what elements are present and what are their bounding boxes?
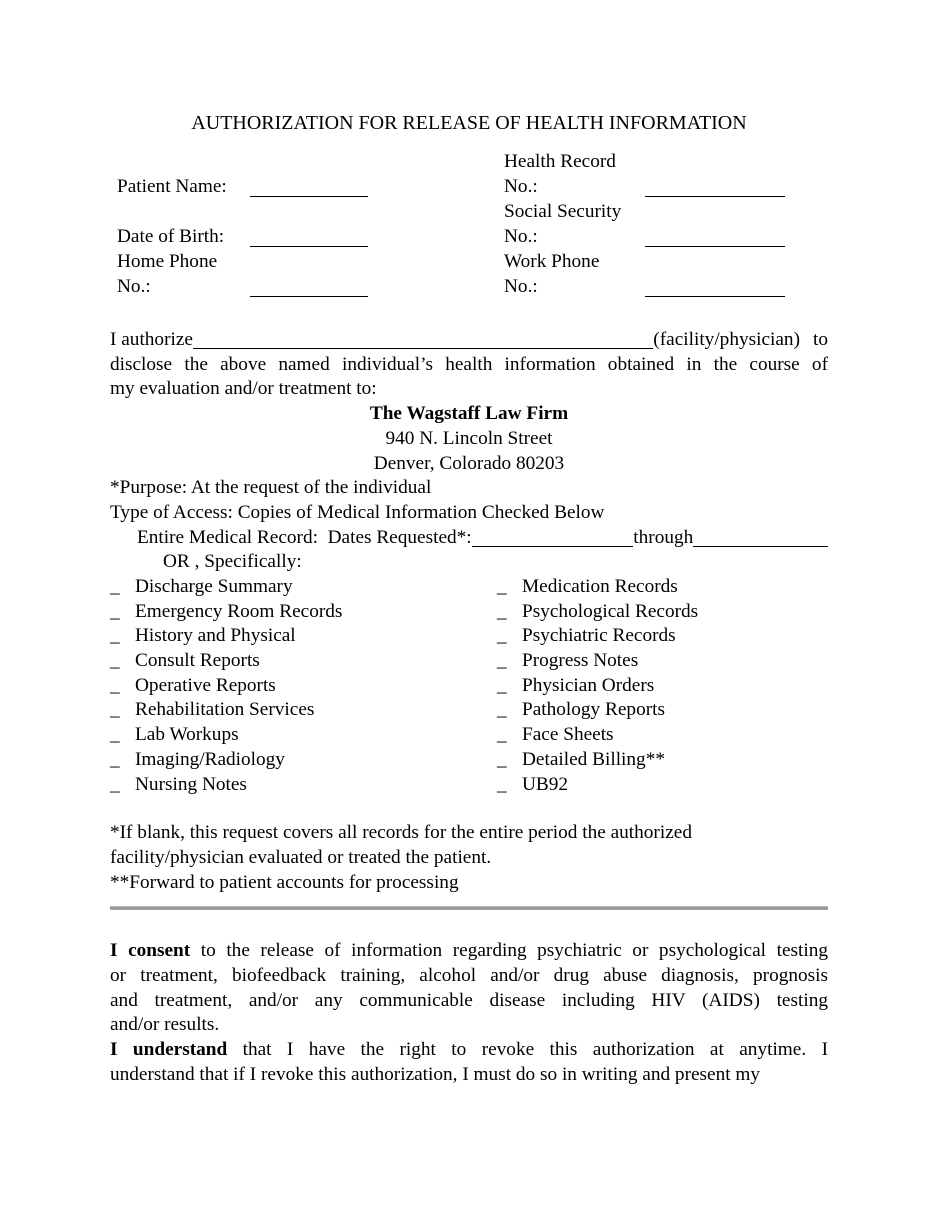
understand-bold-lead: I understand <box>110 1039 228 1061</box>
checkbox-marker[interactable]: _ <box>110 724 120 746</box>
recipient-firm-name: The Wagstaff Law Firm <box>369 403 569 425</box>
checklist-item <box>497 575 828 600</box>
consent-line-text: to the release of information regarding psychiatric or psychological testing <box>190 940 828 962</box>
understand-line-text: that I have the right to revoke this authorization at anytime. I <box>227 1039 828 1061</box>
checklist-item-label: Psychiatric Records <box>522 625 676 647</box>
social-security-no-field[interactable] <box>645 225 785 247</box>
checklist-item-label: Pathology Reports <box>522 699 665 721</box>
checklist-item <box>497 649 828 674</box>
checkbox-marker[interactable]: _ <box>110 773 120 795</box>
checklist-left-column <box>110 575 497 797</box>
checklist-item <box>110 773 497 798</box>
records-checklist <box>110 575 828 797</box>
checkbox-marker[interactable]: _ <box>497 699 507 721</box>
date-of-birth-label: Date of Birth: <box>117 226 225 247</box>
consent-section <box>110 939 828 1087</box>
checkbox-marker[interactable]: _ <box>497 724 507 746</box>
patient-info-row <box>110 250 828 275</box>
checkbox-marker[interactable]: _ <box>497 773 507 795</box>
checkbox-marker[interactable]: _ <box>110 650 120 672</box>
understand-line: understand that if I revoke this authorization, I must do so in writing and present my <box>110 1063 761 1085</box>
work-phone-label: Work Phone <box>504 251 600 272</box>
checklist-item-label: Consult Reports <box>135 650 260 672</box>
checklist-right-column <box>497 575 828 797</box>
patient-info-section <box>110 150 828 300</box>
understand-line <box>110 1038 828 1063</box>
checklist-item <box>110 748 497 773</box>
checkbox-marker[interactable]: _ <box>110 576 120 598</box>
checklist-item-label: Emergency Room Records <box>135 600 343 622</box>
checkbox-marker[interactable]: _ <box>110 625 120 647</box>
checklist-item-label: Rehabilitation Services <box>135 699 315 721</box>
checklist-item-label: Lab Workups <box>135 724 239 746</box>
home-phone-label: Home Phone <box>117 251 218 272</box>
checklist-item-label: Medication Records <box>522 576 678 598</box>
patient-info-row <box>110 175 828 200</box>
checklist-item <box>497 624 828 649</box>
authorize-line: my evaluation and/or treatment to: <box>110 378 377 400</box>
entire-record-row <box>110 526 828 551</box>
patient-info-row <box>110 200 828 225</box>
checklist-item-label: UB92 <box>522 773 569 795</box>
checklist-item <box>497 723 828 748</box>
checklist-item <box>110 600 497 625</box>
health-record-no-label: No.: <box>504 176 538 197</box>
work-phone-no-label: No.: <box>504 276 538 297</box>
footnote-line: facility/physician evaluated or treated the patient. <box>110 846 492 868</box>
type-of-access-line: Type of Access: Copies of Medical Information Checked Below <box>110 501 605 523</box>
recipient-block <box>110 402 828 476</box>
checklist-item-label: Detailed Billing** <box>522 748 665 770</box>
checklist-item-label: Discharge Summary <box>135 576 293 598</box>
checkbox-marker[interactable]: _ <box>110 699 120 721</box>
authorize-line: disclose the above named individual’s health information obtained in the course of <box>110 353 828 375</box>
checklist-item-label: Face Sheets <box>522 724 614 746</box>
patient-info-row <box>110 225 828 250</box>
checklist-item-label: Imaging/Radiology <box>135 748 285 770</box>
footnote-line: **Forward to patient accounts for processing <box>110 871 459 893</box>
checklist-item <box>110 674 497 699</box>
dates-to-field[interactable] <box>693 526 828 547</box>
facility-physician-suffix: (facility/physician) <box>653 329 800 350</box>
patient-info-row <box>110 150 828 175</box>
dates-from-field[interactable] <box>472 526 634 547</box>
health-record-no-field[interactable] <box>645 175 785 197</box>
patient-name-field[interactable] <box>250 175 368 197</box>
checklist-item-label: Nursing Notes <box>135 773 247 795</box>
social-security-label: Social Security <box>504 201 622 222</box>
checkbox-marker[interactable]: _ <box>497 600 507 622</box>
checklist-item-label: Progress Notes <box>522 650 639 672</box>
checklist-item <box>497 773 828 798</box>
social-security-no-label: No.: <box>504 226 538 247</box>
checkbox-marker[interactable]: _ <box>497 674 507 696</box>
checklist-item <box>110 624 497 649</box>
checklist-item-label: History and Physical <box>135 625 296 647</box>
checklist-item <box>497 698 828 723</box>
authorization-paragraph <box>110 328 828 402</box>
checklist-item-label: Psychological Records <box>522 600 699 622</box>
patient-info-row <box>110 275 828 300</box>
checklist-item <box>497 600 828 625</box>
date-of-birth-field[interactable] <box>250 225 368 247</box>
checklist-item <box>110 649 497 674</box>
consent-bold-lead: I consent <box>110 940 191 962</box>
checklist-item <box>110 698 497 723</box>
consent-line: and/or results. <box>110 1014 220 1036</box>
recipient-address-line: 940 N. Lincoln Street <box>385 427 553 449</box>
checklist-item-label: Operative Reports <box>135 674 276 696</box>
checkbox-marker[interactable]: _ <box>497 625 507 647</box>
health-record-label: Health Record <box>504 151 616 172</box>
entire-record-label: Entire Medical Record: Dates Requested*: <box>137 526 472 548</box>
home-phone-no-label: No.: <box>117 276 151 297</box>
facility-physician-field[interactable] <box>193 328 653 349</box>
home-phone-no-field[interactable] <box>250 275 368 297</box>
through-label: through <box>633 526 694 548</box>
document-title: AUTHORIZATION FOR RELEASE OF HEALTH INFORMATION <box>191 112 747 134</box>
checklist-item <box>110 575 497 600</box>
patient-name-label: Patient Name: <box>117 176 227 197</box>
checkbox-marker[interactable]: _ <box>497 748 507 770</box>
consent-line: and treatment, and/or any communicable disease including HIV (AIDS) testing <box>110 989 828 1011</box>
checkbox-marker[interactable]: _ <box>497 650 507 672</box>
purpose-line: *Purpose: At the request of the individual <box>110 477 432 499</box>
checklist-item <box>110 723 497 748</box>
authorize-line <box>110 328 828 353</box>
consent-line <box>110 939 828 964</box>
consent-line: or treatment, biofeedback training, alcohol and/or drug abuse diagnosis, prognosis <box>110 965 828 987</box>
checklist-item-label: Physician Orders <box>522 674 655 696</box>
checkbox-marker[interactable]: _ <box>110 748 120 770</box>
authorize-lead-text: I authorize <box>110 329 193 350</box>
checkbox-marker[interactable]: _ <box>497 576 507 598</box>
checkbox-marker[interactable]: _ <box>110 600 120 622</box>
authorize-to-word: to <box>813 329 828 350</box>
checklist-item <box>497 748 828 773</box>
work-phone-no-field[interactable] <box>645 275 785 297</box>
footnotes-block <box>110 821 828 895</box>
section-divider <box>110 906 828 910</box>
checkbox-marker[interactable]: _ <box>110 674 120 696</box>
checklist-item <box>497 674 828 699</box>
footnote-line: *If blank, this request covers all records for the entire period the authorized <box>110 822 692 844</box>
or-specifically-line: OR , Specifically: <box>163 551 302 573</box>
recipient-address-line: Denver, Colorado 80203 <box>373 452 565 474</box>
